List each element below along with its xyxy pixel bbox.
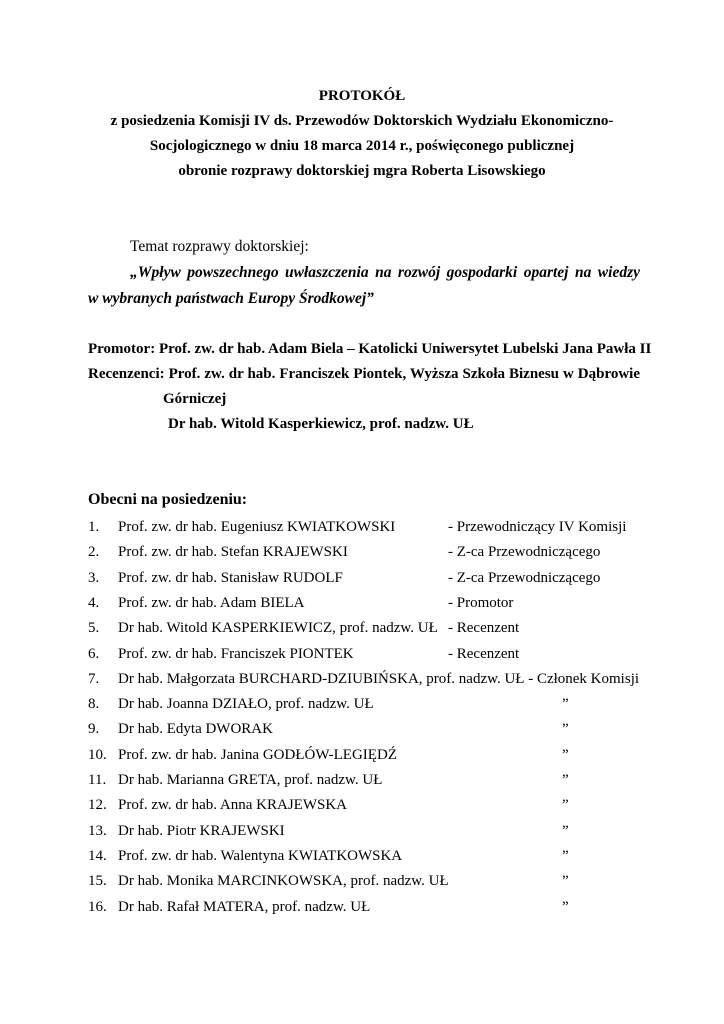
attendee-name: Prof. zw. dr hab. Walentyna KWIATKOWSKA bbox=[118, 847, 403, 864]
title-line-2: Socjologicznego w dniu 18 marca 2014 r., poświęconego publicznej bbox=[149, 138, 575, 154]
ditto-mark: ” bbox=[562, 898, 569, 915]
reviewers-line-1: Recenzenci: Prof. zw. dr hab. Franciszek Piontek, Wyższa Szkoła Biznesu w Dąbrowie bbox=[88, 366, 640, 382]
reviewers-line-3: Dr hab. Witold Kasperkiewicz, prof. nadzw. UŁ bbox=[168, 416, 474, 432]
attendee-row bbox=[88, 797, 648, 817]
attendee-number: 3. bbox=[88, 569, 100, 586]
title-line-1: z posiedzenia Komisji IV ds. Przewodów Doktorskich Wydziału Ekonomiczno- bbox=[110, 113, 614, 129]
attendee-row bbox=[88, 772, 648, 792]
attendee-role: - Z-ca Przewodniczącego bbox=[448, 569, 601, 586]
attendee-number: 9. bbox=[88, 721, 100, 738]
attendee-role: - Recenzent bbox=[448, 645, 520, 662]
attendee-row bbox=[88, 696, 648, 716]
topic-label: Temat rozprawy doktorskiej: bbox=[130, 238, 309, 255]
attendee-number: 11. bbox=[88, 772, 107, 788]
attendee-role: - Promotor bbox=[448, 594, 514, 611]
attendee-number: 5. bbox=[88, 620, 100, 637]
attendee-number: 1. bbox=[88, 519, 100, 535]
attendee-role: - Recenzent bbox=[448, 620, 520, 637]
attendee-row bbox=[88, 570, 648, 590]
ditto-mark: ” bbox=[562, 746, 569, 763]
attendee-row bbox=[88, 747, 648, 767]
attendee-name: Prof. zw. dr hab. Franciszek PIONTEK bbox=[118, 645, 354, 662]
reviewers-line-2: Górniczej bbox=[163, 391, 227, 407]
title-line-3: obronie rozprawy doktorskiej mgra Roberta Lisowskiego bbox=[178, 163, 546, 179]
attendee-name: Dr hab. Rafał MATERA, prof. nadzw. UŁ bbox=[118, 898, 371, 915]
attendee-row bbox=[88, 544, 648, 564]
attendee-number: 12. bbox=[88, 797, 107, 814]
attendee-name: Dr hab. Piotr KRAJEWSKI bbox=[118, 822, 285, 839]
ditto-mark: ” bbox=[562, 822, 569, 839]
attendee-number: 6. bbox=[88, 645, 100, 662]
attendee-name: Dr hab. Joanna DZIAŁO, prof. nadzw. UŁ bbox=[118, 696, 374, 713]
attendee-name: Dr hab. Edyta DWORAK bbox=[118, 721, 273, 738]
attendee-name: Prof. zw. dr hab. Adam BIELA bbox=[118, 594, 305, 611]
attendee-row bbox=[88, 595, 648, 615]
attendee-number: 14. bbox=[88, 847, 107, 864]
attendee-name: Prof. zw. dr hab. Eugeniusz KWIATKOWSKI bbox=[118, 519, 396, 535]
attendee-number: 10. bbox=[88, 746, 107, 763]
attendee-row bbox=[88, 519, 648, 539]
attendee-name: Dr hab. Witold KASPERKIEWICZ, prof. nadzw. UŁ bbox=[118, 620, 438, 637]
promotor-line: Promotor: Prof. zw. dr hab. Adam Biela – Katolicki Uniwersytet Lubelski Jana Pawła II bbox=[88, 341, 652, 357]
ditto-mark: ” bbox=[562, 721, 569, 738]
attendee-row bbox=[88, 646, 648, 666]
attendee-name: Prof. zw. dr hab. Anna KRAJEWSKA bbox=[118, 797, 347, 814]
attendee-number: 2. bbox=[88, 544, 100, 561]
attendee-name: Prof. zw. dr hab. Stanisław RUDOLF bbox=[118, 569, 343, 586]
ditto-mark: ” bbox=[562, 696, 569, 713]
ditto-mark: ” bbox=[562, 797, 569, 814]
attendee-name: Dr hab. Marianna GRETA, prof. nadzw. UŁ bbox=[118, 772, 383, 788]
attendee-row bbox=[88, 671, 648, 691]
attendee-row bbox=[88, 620, 648, 640]
attendee-name: Prof. zw. dr hab. Stefan KRAJEWSKI bbox=[118, 544, 348, 561]
topic-line-2: w wybranych państwach Europy Środkowej” bbox=[88, 290, 374, 307]
attendee-number: 16. bbox=[88, 898, 107, 915]
attendee-number: 4. bbox=[88, 594, 100, 611]
document-title: PROTOKÓŁ bbox=[318, 88, 406, 104]
ditto-mark: ” bbox=[562, 772, 569, 788]
ditto-mark: ” bbox=[562, 873, 569, 890]
ditto-mark: ” bbox=[562, 847, 569, 864]
attendee-row bbox=[88, 873, 648, 893]
attendee-row bbox=[88, 823, 648, 843]
attendee-name: Dr hab. Monika MARCINKOWSKA, prof. nadzw. UŁ bbox=[118, 873, 449, 890]
attendee-number: 15. bbox=[88, 873, 107, 890]
attendee-role: - Z-ca Przewodniczącego bbox=[448, 544, 601, 561]
attendee-row bbox=[88, 721, 648, 741]
attendee-row bbox=[88, 899, 648, 919]
attendee-name: Prof. zw. dr hab. Janina GODŁÓW-LEGIĘDŹ bbox=[118, 746, 397, 763]
attendee-role: - Przewodniczący IV Komisji bbox=[448, 519, 627, 535]
attendee-row bbox=[88, 848, 648, 868]
attendees-heading: Obecni na posiedzeniu: bbox=[88, 491, 248, 508]
attendee-number: 8. bbox=[88, 696, 100, 713]
attendee-number: 13. bbox=[88, 822, 107, 839]
attendee-number: 7. bbox=[88, 670, 100, 687]
attendee-name: Dr hab. Małgorzata BURCHARD-DZIUBIŃSKA, prof. nadzw. UŁ - Członek Komisji bbox=[118, 670, 640, 687]
topic-line-1: „Wpływ powszechnego uwłaszczenia na rozwój gospodarki opartej na wiedzy bbox=[130, 264, 640, 281]
